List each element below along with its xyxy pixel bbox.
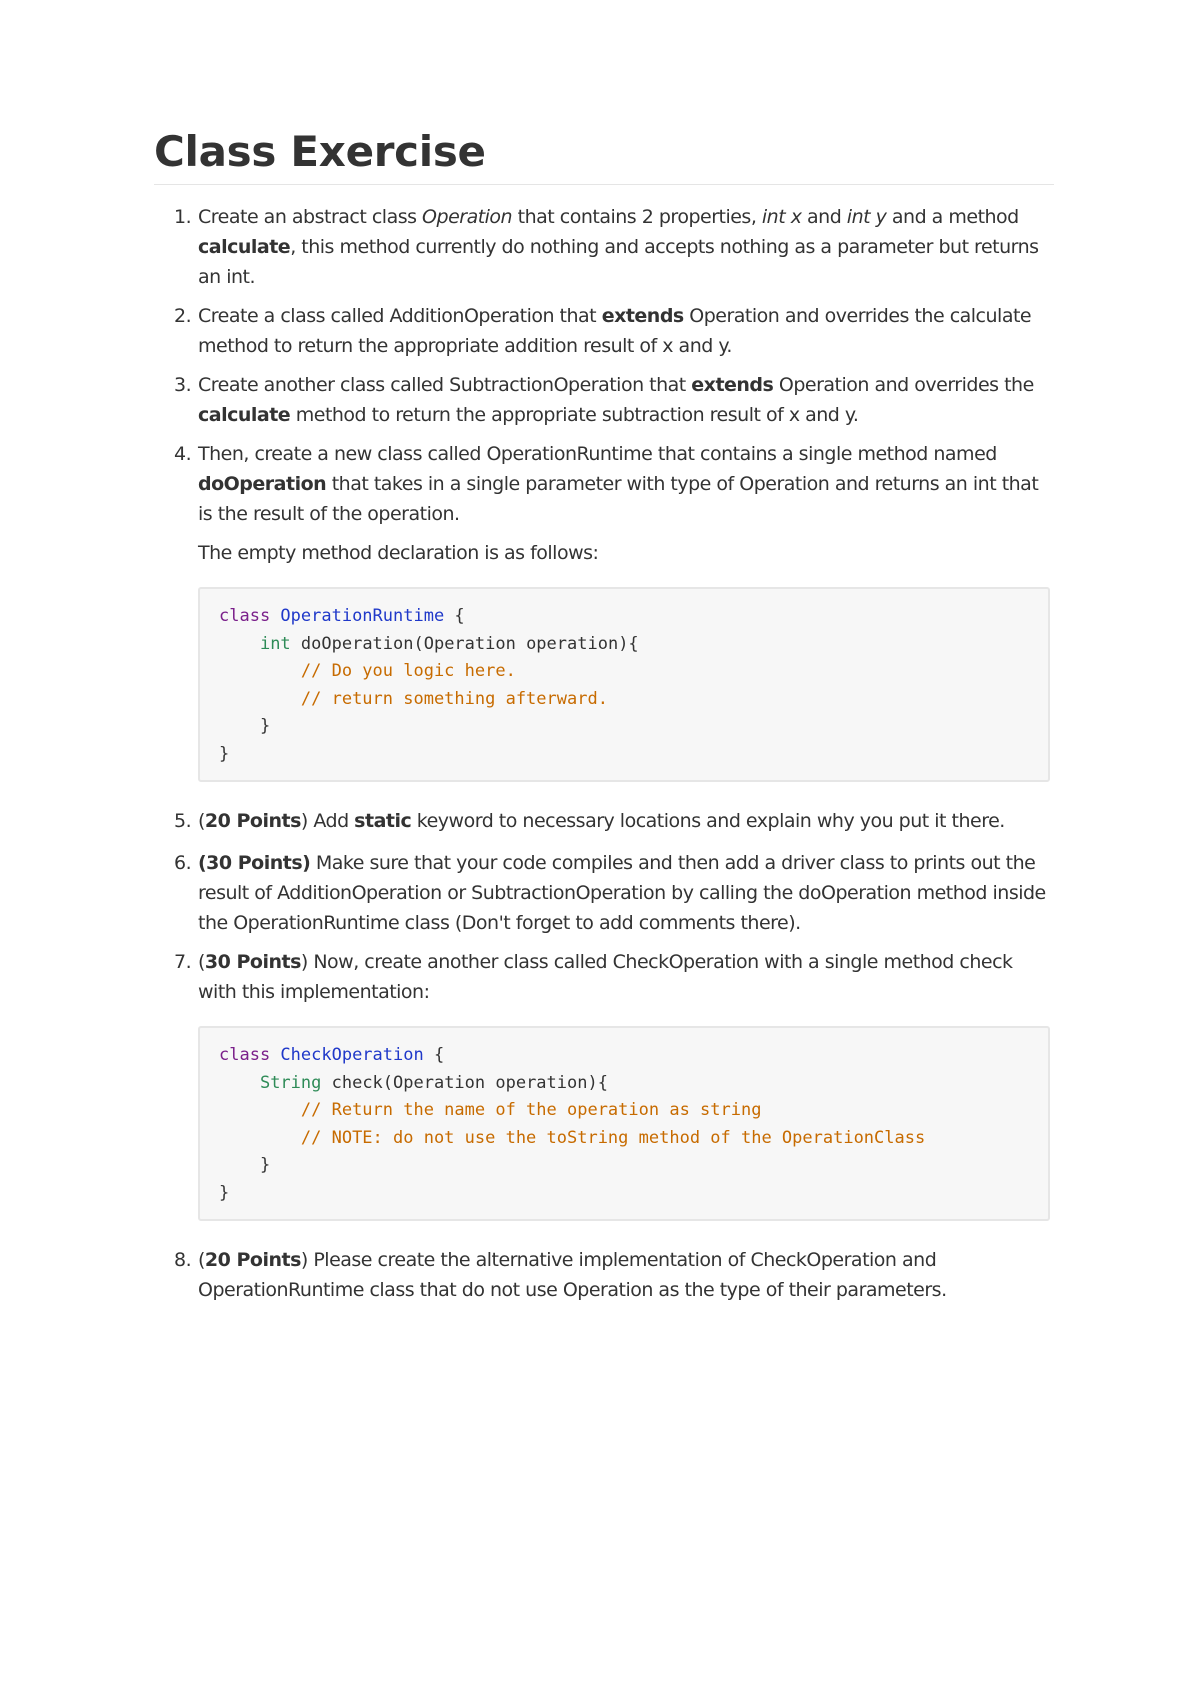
code-line	[219, 1152, 1048, 1180]
list-item	[174, 848, 1054, 938]
text-run: ) Now, create another class called CheckOperation with a single method check with this implementation:	[198, 951, 1013, 1003]
code-token	[219, 1073, 260, 1093]
item-text	[198, 202, 1054, 292]
code-token: }	[219, 716, 271, 736]
text-run: (	[198, 810, 205, 832]
code-token: }	[219, 1182, 230, 1203]
bold-text: calculate	[198, 404, 291, 426]
code-line	[219, 1097, 1048, 1125]
page-title: Class Exercise	[154, 127, 486, 176]
item-number: 6.	[174, 852, 192, 874]
list-item	[174, 202, 1054, 292]
italic-text: Operation	[422, 206, 513, 228]
code-token	[219, 1128, 301, 1148]
text-run: Make sure that your code compiles and then add a driver class to prints out the result of AdditionOperation or SubtractionOperation by calling the doOperation method inside the OperationRuntime class (Don't forget to add comments there).	[198, 852, 1046, 934]
code-line	[219, 631, 1048, 659]
text-run: that contains 2 properties,	[512, 206, 762, 228]
code-token: doOperation(Operation operation){	[290, 633, 639, 654]
list-item	[174, 370, 1054, 430]
item-text	[198, 301, 1054, 361]
code-line	[219, 741, 1048, 769]
code-token: int	[259, 633, 291, 654]
code-line	[219, 686, 1048, 714]
code-token: {	[444, 606, 465, 626]
text-run: (	[198, 1249, 205, 1271]
code-token: // Do you logic here.	[300, 661, 516, 681]
code-line	[219, 713, 1048, 741]
code-token	[219, 1100, 301, 1120]
code-line	[219, 603, 1048, 631]
code-block	[198, 587, 1050, 782]
item-text	[198, 370, 1054, 430]
list-item	[174, 806, 1054, 836]
code-line	[219, 1070, 1048, 1098]
code-token: class	[219, 606, 281, 626]
text-run: Create a class called AdditionOperation that	[198, 305, 602, 327]
list-item	[174, 439, 1054, 782]
text-run: ) Please create the alternative implementation of CheckOperation and OperationRuntime class that do not use Operation as the type of their parameters.	[198, 1249, 947, 1301]
code-token: }	[219, 743, 230, 764]
code-token: // Return the name of the operation as string	[300, 1100, 762, 1120]
code-token: String	[259, 1072, 322, 1093]
text-run: and a method	[886, 206, 1019, 228]
code-line	[219, 1125, 1048, 1153]
code-token: class	[219, 1045, 281, 1065]
text-run: Create an abstract class	[198, 206, 423, 228]
italic-text: int x	[761, 206, 802, 228]
text-run: , this method currently do nothing and accepts nothing as a parameter but returns an int.	[198, 236, 1039, 288]
item-text	[198, 806, 1054, 836]
title-divider	[154, 184, 1054, 185]
item-number: 5.	[174, 810, 192, 832]
item-number: 7.	[174, 951, 192, 973]
code-token: // NOTE: do not use the toString method of the OperationClass	[300, 1127, 926, 1148]
item-number: 2.	[174, 305, 192, 327]
code-line	[219, 1180, 1048, 1208]
text-run: and	[801, 206, 847, 228]
text-run: method to return the appropriate subtraction result of x and y.	[290, 404, 859, 426]
list-item	[174, 301, 1054, 361]
code-line	[219, 1042, 1048, 1070]
text-run: that takes in a single parameter with type of Operation and returns an int that is the result of the operation.	[198, 473, 1039, 525]
bold-text: extends	[601, 305, 684, 327]
document-page	[154, 120, 1054, 1305]
bold-text: extends	[691, 374, 774, 396]
code-token: }	[219, 1155, 271, 1175]
text-run: (	[198, 951, 205, 973]
item-text	[198, 848, 1054, 938]
item-number: 1.	[174, 206, 192, 228]
item-text	[198, 947, 1054, 1007]
code-token	[219, 634, 260, 654]
item-number: 3.	[174, 374, 192, 396]
item-number: 8.	[174, 1249, 192, 1271]
code-token	[219, 661, 301, 681]
code-block	[198, 1026, 1050, 1221]
bold-text: 20 Points	[204, 810, 301, 832]
text-run: Operation and overrides the calculate method to return the appropriate addition result of x and y.	[198, 305, 1032, 357]
bold-text: (30 Points)	[198, 852, 311, 874]
code-token: check(Operation operation){	[321, 1072, 608, 1093]
item-subtext: The empty method declaration is as follows:	[198, 542, 599, 564]
bold-text: 20 Points	[204, 1249, 301, 1271]
code-token: // return something afterward.	[300, 688, 608, 709]
text-run: ) Add	[300, 810, 355, 832]
bold-text: calculate	[198, 236, 291, 258]
item-text	[198, 1245, 1054, 1305]
text-run: Then, create a new class called OperationRuntime that contains a single method named	[198, 443, 997, 465]
bold-text: static	[354, 810, 412, 832]
text-run: Create another class called SubtractionOperation that	[198, 374, 692, 396]
italic-text: int y	[846, 206, 887, 228]
item-number: 4.	[174, 443, 192, 465]
bold-text: 30 Points	[204, 951, 301, 973]
bold-text: doOperation	[198, 473, 327, 495]
list-item	[174, 947, 1054, 1221]
code-token	[219, 689, 301, 709]
code-token: OperationRuntime	[280, 606, 445, 626]
text-run: Operation and overrides the	[773, 374, 1034, 396]
code-token: {	[423, 1045, 445, 1065]
list-item	[174, 1245, 1054, 1305]
exercise-list	[154, 202, 1054, 1305]
text-run: keyword to necessary locations and explain why you put it there.	[411, 810, 1005, 832]
item-text	[198, 439, 1054, 529]
code-line	[219, 658, 1048, 686]
code-token: CheckOperation	[280, 1045, 424, 1065]
